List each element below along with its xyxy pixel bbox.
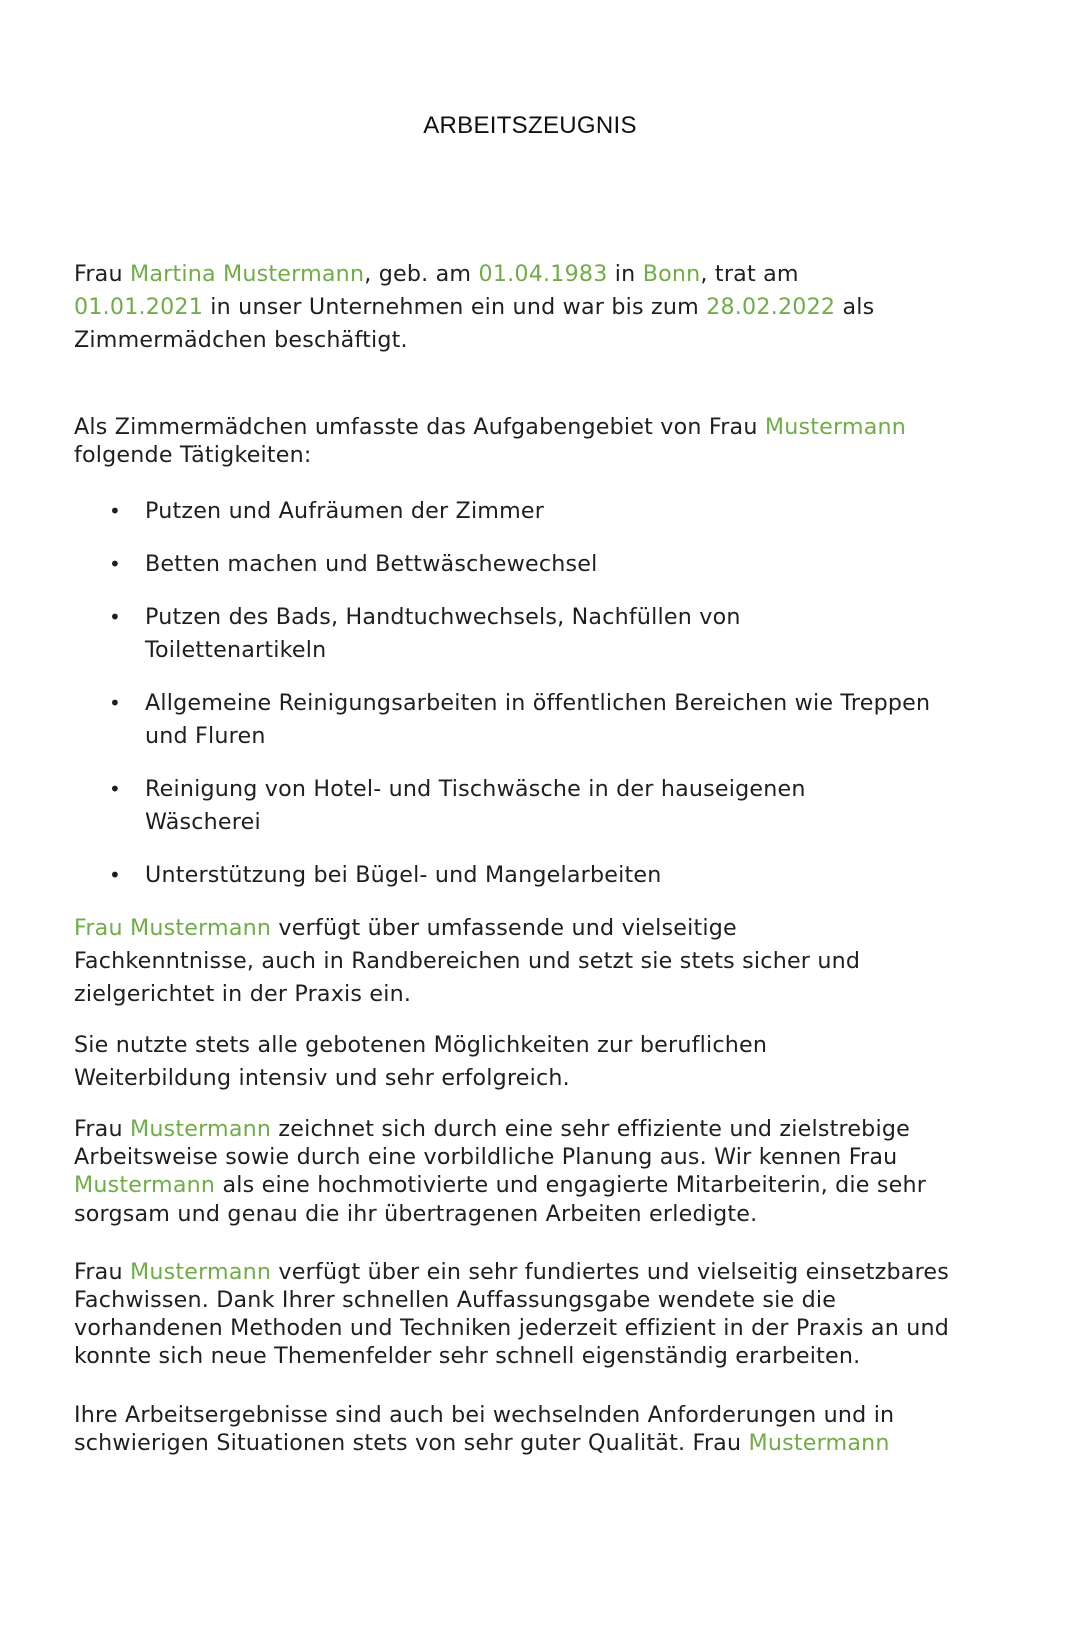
task-list — [74, 495, 974, 892]
tasks-intro-paragraph — [74, 413, 974, 469]
task-text: Putzen und Aufräumen der Zimmer — [145, 498, 545, 524]
task-text: Putzen des Bads, Handtuchwechsels, Nachfüllen von Toilettenartikeln — [145, 604, 741, 663]
workstyle-text-3: als eine hochmotivierte und engagierte Mitarbeiterin, die sehr sorgsam und genau die ihr übertragenen Arbeiten erledigte. — [74, 1172, 927, 1227]
bullet-icon: • — [109, 552, 121, 576]
knowledge-text-2: verfügt über ein sehr fundiertes und vielseitig einsetzbares Fachwissen. Dank Ihrer schnellen Auffassungsgabe wendete sie die vorhandenen Methoden und Techniken jederzeit effizient in der Praxis an und konnte sich neue Themenfelder sehr schnell eigenständig erarbeiten. — [74, 1258, 950, 1370]
document-title: ARBEITSZEUGNIS — [423, 112, 637, 139]
workstyle-text-1: Frau — [74, 1116, 130, 1142]
intro-text-5: in unser Unternehmen ein und war bis zum — [203, 294, 707, 320]
employee-name-reference: Frau Mustermann — [74, 915, 272, 941]
task-item — [74, 859, 974, 892]
workstyle-text-2: zeichnet sich durch eine sehr effiziente und zielstrebige Arbeitsweise sowie durch eine vorbildliche Planung aus. Wir kennen Frau — [74, 1116, 910, 1171]
employee-surname: Mustermann — [748, 1429, 890, 1456]
intro-text-1: Frau — [74, 261, 130, 287]
bullet-icon: • — [109, 777, 121, 801]
employee-surname: Mustermann — [129, 1258, 272, 1285]
expertise-paragraph — [74, 912, 894, 1011]
intro-text-4: , trat am — [700, 261, 799, 287]
bullet-icon: • — [109, 691, 121, 715]
tasks-intro-text-1: Als Zimmermädchen umfasste das Aufgabengebiet von Frau — [74, 414, 765, 440]
results-text-1: Ihre Arbeitsergebnisse sind auch bei wechselnden Anforderungen und in schwierigen Situationen stets von sehr guter Qualität. Frau — [74, 1401, 895, 1456]
bullet-icon: • — [109, 863, 121, 887]
intro-text-3: in — [607, 261, 643, 287]
task-text: Allgemeine Reinigungsarbeiten in öffentlichen Bereichen wie Treppen und Fluren — [145, 690, 931, 749]
training-paragraph: Sie nutzte stets alle gebotenen Möglichkeiten zur beruflichen Weiterbildung intensiv und sehr erfolgreich. — [74, 1032, 768, 1091]
task-item — [74, 548, 974, 581]
employee-surname: Mustermann — [74, 1172, 216, 1199]
document-body — [74, 258, 974, 1457]
intro-text-6: als Zimmermädchen beschäftigt. — [74, 294, 875, 353]
task-item — [74, 687, 975, 753]
bullet-icon: • — [109, 605, 121, 629]
end-date: 28.02.2022 — [706, 294, 836, 320]
employee-surname: Mustermann — [764, 414, 907, 440]
task-text: Betten machen und Bettwäschewechsel — [145, 551, 598, 577]
intro-paragraph — [74, 258, 974, 357]
results-paragraph — [74, 1401, 954, 1457]
task-item — [74, 773, 845, 839]
tasks-intro-text-2: folgende Tätigkeiten: — [74, 442, 312, 468]
birth-place: Bonn — [642, 261, 701, 287]
employee-name: Martina Mustermann — [129, 261, 365, 287]
task-item — [74, 495, 974, 528]
bullet-icon: • — [109, 499, 121, 523]
knowledge-paragraph — [74, 1258, 954, 1371]
knowledge-text-1: Frau — [74, 1258, 130, 1285]
task-text: Reinigung von Hotel- und Tischwäsche in der hauseigenen Wäscherei — [145, 776, 806, 835]
start-date: 01.01.2021 — [74, 294, 204, 320]
task-text: Unterstützung bei Bügel- und Mangelarbeiten — [145, 862, 662, 888]
birth-date: 01.04.1983 — [478, 261, 608, 287]
expertise-text: verfügt über umfassende und vielseitige Fachkenntnisse, auch in Randbereichen und setzt sie stets sicher und zielgerichtet in der Praxis ein. — [74, 915, 861, 1007]
workstyle-paragraph — [74, 1115, 944, 1228]
employee-surname: Mustermann — [129, 1116, 272, 1142]
task-item — [74, 601, 785, 667]
intro-text-2: , geb. am — [364, 261, 479, 287]
